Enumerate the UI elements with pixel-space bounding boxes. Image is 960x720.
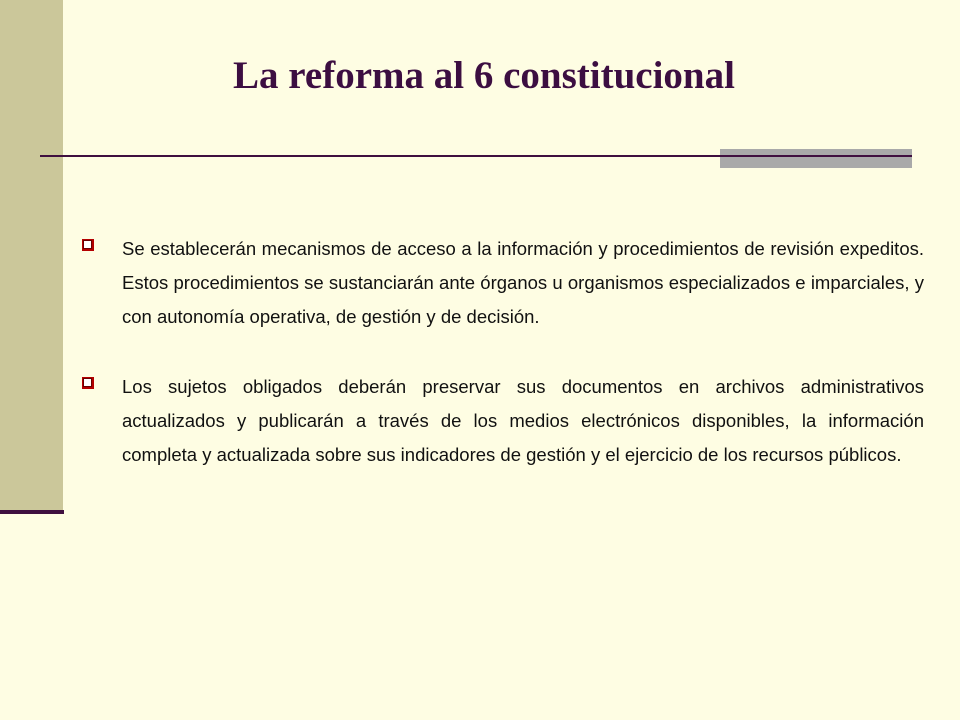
checkbox-bullet-icon — [82, 239, 94, 251]
bullet-item — [80, 370, 924, 472]
slide-title: La reforma al 6 constitucional — [233, 54, 735, 97]
bullet-text: Los sujetos obligados deberán preservar sus documentos en archivos administrativos actualizados y publicarán a través de los medios electrónicos disponibles, la información completa y actualizada sobre sus indicadores de gestión y el ejercicio de los recursos públicos. — [122, 376, 924, 465]
bullet-item — [80, 232, 924, 334]
checkbox-bullet-icon — [82, 377, 94, 389]
bullet-text: Se establecerán mecanismos de acceso a la información y procedimientos de revisión expeditos. Estos procedimientos se sustanciarán ante órganos u organismos especializados e imparciales, y con autonomía operativa, de gestión y de decisión. — [122, 238, 924, 327]
side-band-underline — [0, 510, 64, 514]
title-divider-accent — [720, 149, 912, 168]
bullet-list — [80, 232, 924, 508]
